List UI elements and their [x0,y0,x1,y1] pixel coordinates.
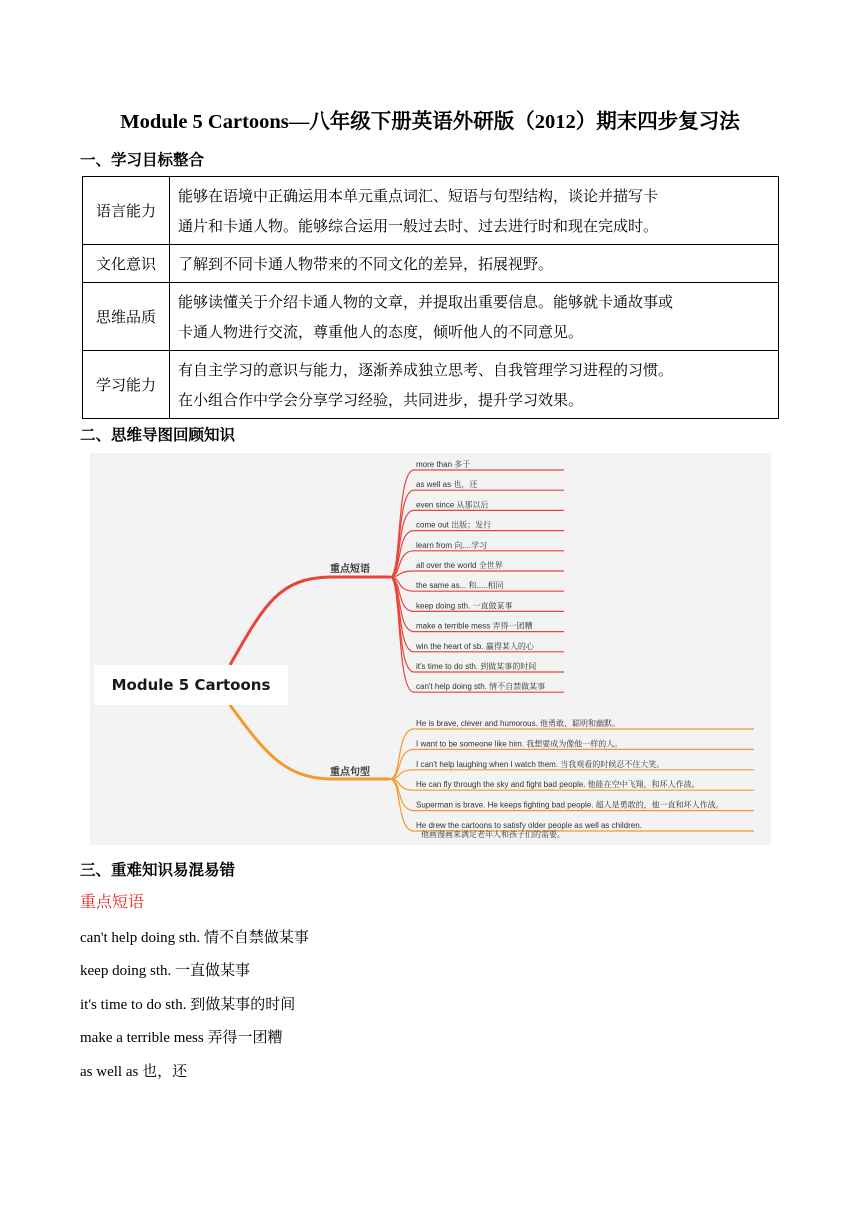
document-title: Module 5 Cartoons—八年级下册英语外研版（2012）期末四步复习法 [120,111,740,133]
section-heading-goals: 一、学习目标整合 [80,151,205,169]
mind-map-phrase-item: it's time to do sth. 到做某事的时间 [416,662,537,671]
mind-map-sentence-item: He is brave, clever and humorous. 他勇敢、聪明和幽默。 [416,719,621,728]
branch-label-phrases: 重点短语 [330,564,370,575]
mind-map-phrase-item: all over the world 全世界 [416,561,503,570]
phrase-line: can't help doing sth. 情不自禁做某事 [80,930,309,946]
mind-map-svg [90,453,771,845]
mind-map-sentence-item-line2: 他画漫画来满足老年人和孩子们的需要。 [421,830,565,839]
mind-map-connector [390,577,564,692]
content-line: 有自主学习的意识与能力，逐渐养成独立思考、自我管理学习进程的习惯。 [178,360,674,379]
section-heading-mindmap: 二、思维导图回顾知识 [80,426,236,444]
table-row [83,351,779,419]
mind-map-sentence-item: I want to be someone like him. 我想要成为像他一样的人。 [416,739,623,749]
mind-map-connector [390,571,564,577]
table-category-cell: 文化意识 [83,245,170,283]
phrase-line: it's time to do sth. 到做某事的时间 [80,997,296,1013]
mind-map-root: Module 5 Cartoons [94,665,288,705]
mind-map-sentence-item: Superman is brave. He keeps fighting bad people. 超人是勇敢的，他一直和坏人作战。 [416,800,724,810]
mind-map-sentence-item: He can fly through the sky and fight bad people. 他能在空中飞翔，和坏人作战。 [416,780,700,790]
mind-map-phrase-item: make a terrible mess 弄得一团糟 [416,621,533,631]
phrase-line: as well as 也，还 [80,1064,188,1080]
table-row [83,177,779,245]
mind-map-phrase-item: even since 从那以后 [416,500,489,510]
subheading-key-phrases: 重点短语 [80,892,145,911]
mind-map-phrase-item: win the heart of sb. 赢得某人的心 [416,641,534,651]
content-line: 卡通人物进行交流，尊重他人的态度，倾听他人的不同意见。 [178,322,584,341]
phrase-line: make a terrible mess 弄得一团糟 [80,1030,283,1046]
content-line: 了解到不同卡通人物带来的不同文化的差异，拓展视野。 [178,254,554,273]
content-line: 能够在语境中正确运用本单元重点词汇、短语与句型结构，谈论并描写卡 [178,186,659,205]
table-content-cell [170,245,779,283]
section-heading-difficult: 三、重难知识易混易错 [80,861,236,879]
mind-map-sentence-item: He drew the cartoons to satisfy older people as well as children. [416,821,642,830]
branch-label-sentences: 重点句型 [330,767,370,778]
table-row [83,245,779,283]
mind-map-phrase-item: the same as... 和.....相同 [416,581,504,591]
mind-map-phrase-item: more than 多于 [416,460,471,469]
mind-map-phrase-item: keep doing sth. 一直做某事 [416,601,513,611]
table-content-cell [170,283,779,351]
table-category-cell: 学习能力 [83,351,170,419]
mind-map-connector [390,770,754,779]
phrase-line: keep doing sth. 一直做某事 [80,963,250,979]
table-category-cell: 语言能力 [83,177,170,245]
learning-goals-table [82,176,779,419]
mind-map-phrase-item: learn from 向....学习 [416,540,488,550]
table-row [83,283,779,351]
mind-map-connector [390,531,564,577]
phrase-items-group [390,459,564,692]
content-line: 在小组合作中学会分享学习经验，共同进步，提升学习效果。 [178,390,584,409]
mind-map-phrase-item: can't help doing sth. 情不自禁做某事 [416,682,546,692]
mind-map-phrase-item: as well as 也，还 [416,480,478,490]
content-line: 能够读懂关于介绍卡通人物的文章，并提取出重要信息。能够就卡通故事或 [178,292,674,311]
content-line: 通片和卡通人物。能够综合运用一般过去时、过去进行时和现在完成时。 [178,216,659,235]
mind-map-phrase-item: come out 出版；发行 [416,520,492,530]
table-category-cell: 思维品质 [83,283,170,351]
table-content-cell [170,351,779,419]
table-content-cell [170,177,779,245]
sentence-items-group [390,718,754,831]
mind-map-connector [390,729,754,779]
branch-connector-phrases [230,577,390,665]
mind-map-sentence-item: I can't help laughing when I watch them. 当我观看的时候忍不住大笑。 [416,759,665,769]
mind-map-image [90,453,771,845]
